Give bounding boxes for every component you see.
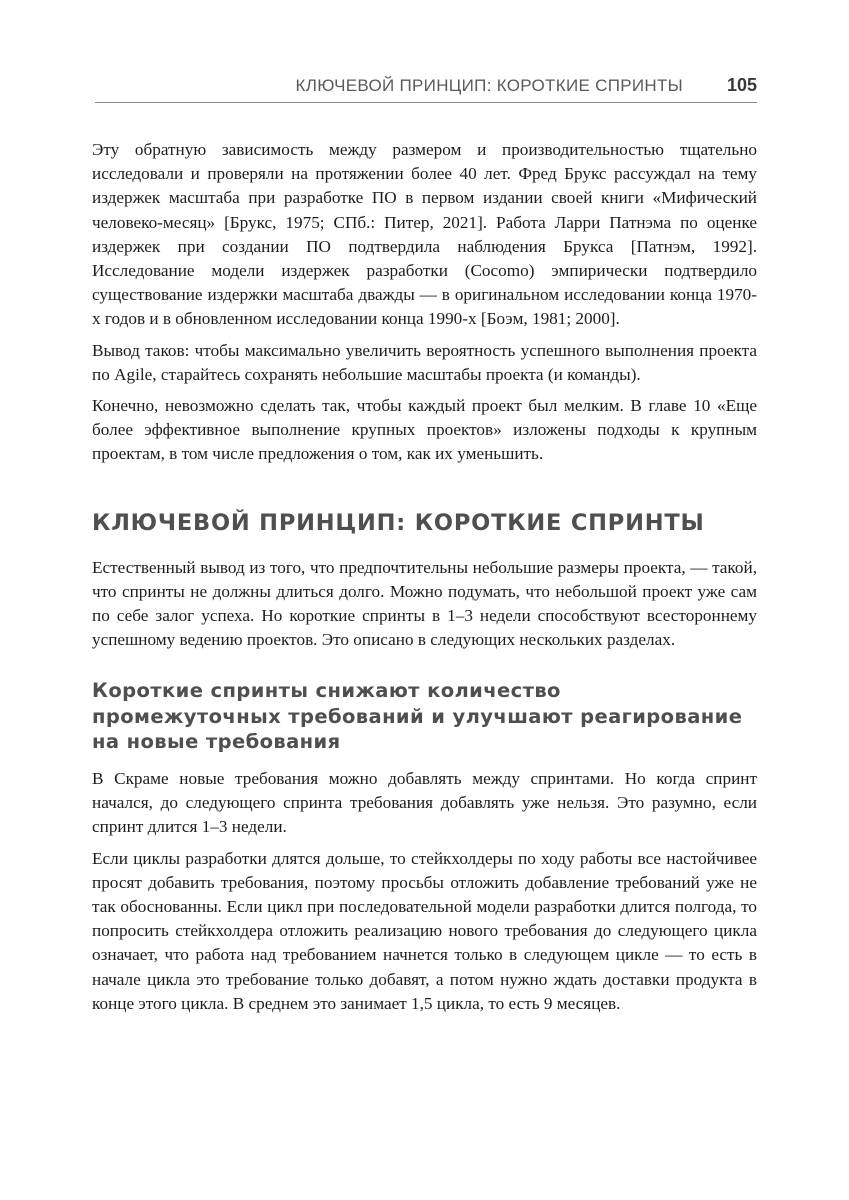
subsection-paragraph-2: Если циклы разработки длятся дольше, то стейкхолдеры по ходу работы все настойчивее просят добавить требования, поэтому просьбы отложить добавление требований уже не так обоснованны. Если цикл при последовательной модели разработки длится полгода, то попросить стейкхолдера отложить реализацию нового требования до следующего цикла означает, что работа над требованием начнется только в следующем цикле — то есть в начале цикла это требование только добавят, а потом нужно ждать доставки продукта в конце этого цикла. В среднем это занимает 1,5 цикла, то есть 9 месяцев. xyxy=(92,848,757,1013)
section-intro-paragraph: Естественный вывод из того, что предпочтительны небольшие размеры проекта, — такой, что спринты не должны длиться долго. Можно подумать, что небольшой проект уже сам по себе залог успеха. Но короткие спринты в 1–3 недели способствуют всестороннему успешному ведению проектов. Это описано в следующих нескольких разделах. xyxy=(92,557,757,650)
body-paragraph-3: Конечно, невозможно сделать так, чтобы каждый проект был мелким. В главе 10 «Еще более эффективное выполнение крупных проектов» изложены подходы к крупным проектам, в том числе предложения о том, как их уменьшить. xyxy=(92,396,757,464)
subsection-paragraph-1: В Скраме новые требования можно добавлять между спринтами. Но когда спринт начался, до следующего спринта требования добавлять уже нельзя. Это разумно, если спринт длится 1–3 недели. xyxy=(92,768,757,837)
body-paragraph-2: Вывод таков: чтобы максимально увеличить вероятность успешного выполнения проекта по Agile, старайтесь сохранять небольшие масштабы проекта (и команды). xyxy=(92,340,757,384)
subsection-heading: Короткие спринты снижают количество промежуточных требований и улучшают реагирование на новые требования xyxy=(92,679,743,754)
page-content xyxy=(92,138,757,1023)
running-title: КЛЮЧЕВОЙ ПРИНЦИП: КОРОТКИЕ СПРИНТЫ xyxy=(295,76,683,95)
body-paragraph-1: Эту обратную зависимость между размером и производительностью тщательно исследовали и проверяли на протяжении более 40 лет. Фред Брукс рассуждал на тему издержек масштаба при разработке ПО в первом издании своей книги «Мифический человеко-месяц» [Брукс, 1975; СПб.: Питер, 2021]. Работа Ларри Патнэма по оценке издержек при создании ПО подтвердила наблюдения Брукса [Патнэм, 1992]. Исследование модели издержек разработки (Cocomo) эмпирически подтвердило существование издержки масштаба дважды — в оригинальном исследовании конца 1970-х годов и в обновленном исследовании конца 1990-х [Боэм, 1981; 2000]. xyxy=(92,140,757,329)
section-heading: КЛЮЧЕВОЙ ПРИНЦИП: КОРОТКИЕ СПРИНТЫ xyxy=(92,509,705,536)
page-number: 105 xyxy=(726,75,757,95)
page-header xyxy=(95,72,757,103)
